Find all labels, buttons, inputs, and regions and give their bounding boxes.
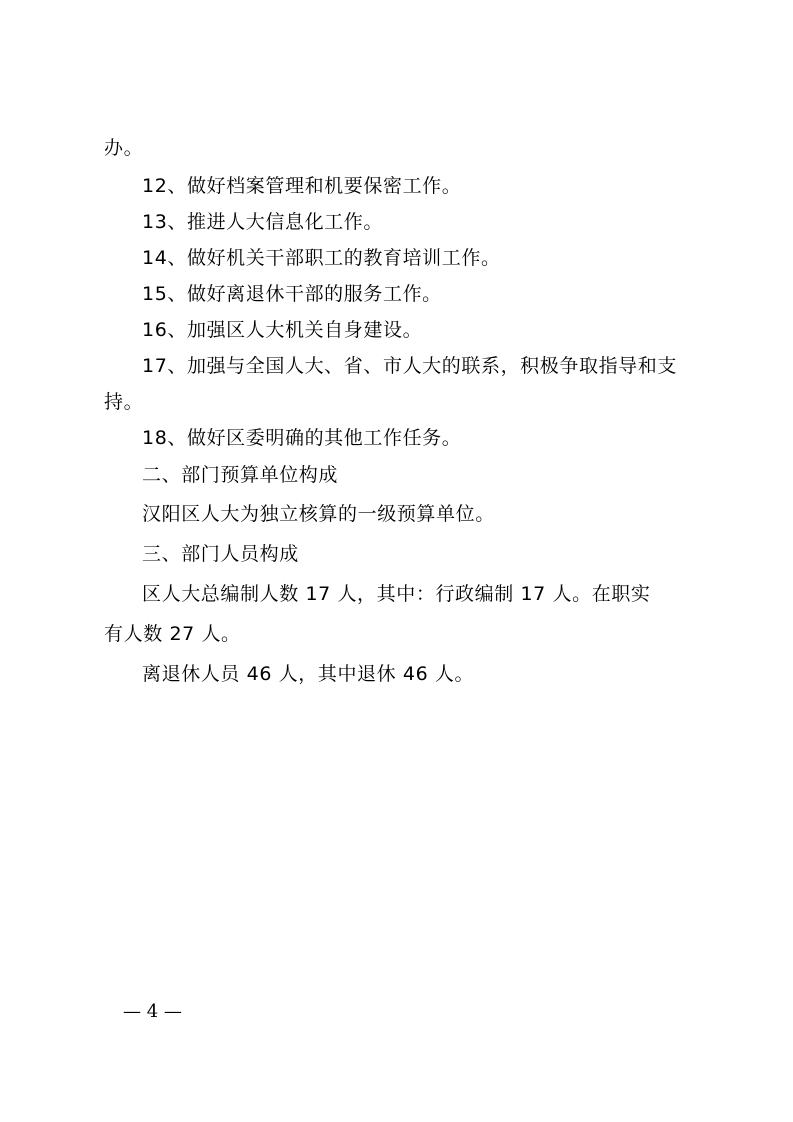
list-item-18: 18、做好区委明确的其他工作任务。 xyxy=(142,427,462,449)
text-line-continuation: 办。 xyxy=(104,137,144,159)
list-item-17-continuation: 持。 xyxy=(104,391,144,413)
page-number: — 4 — xyxy=(123,1001,182,1022)
paragraph-retirees: 离退休人员 46 人，其中退休 46 人。 xyxy=(142,663,475,685)
list-item-13: 13、推进人大信息化工作。 xyxy=(142,211,383,233)
list-item-12: 12、做好档案管理和机要保密工作。 xyxy=(142,175,462,197)
list-item-14: 14、做好机关干部职工的教育培训工作。 xyxy=(142,247,501,269)
section-heading-budget-units: 二、部门预算单位构成 xyxy=(142,464,339,486)
paragraph-staffing-continuation: 有人数 27 人。 xyxy=(104,623,241,645)
list-item-17: 17、加强与全国人大、省、市人大的联系，积极争取指导和支 xyxy=(142,355,677,377)
paragraph-staffing: 区人大总编制人数 17 人，其中：行政编制 17 人。在职实 xyxy=(142,583,651,605)
list-item-15: 15、做好离退休干部的服务工作。 xyxy=(142,283,442,305)
paragraph-budget-units: 汉阳区人大为独立核算的一级预算单位。 xyxy=(142,503,495,525)
list-item-16: 16、加强区人大机关自身建设。 xyxy=(142,319,423,341)
section-heading-staffing: 三、部门人员构成 xyxy=(142,543,299,565)
